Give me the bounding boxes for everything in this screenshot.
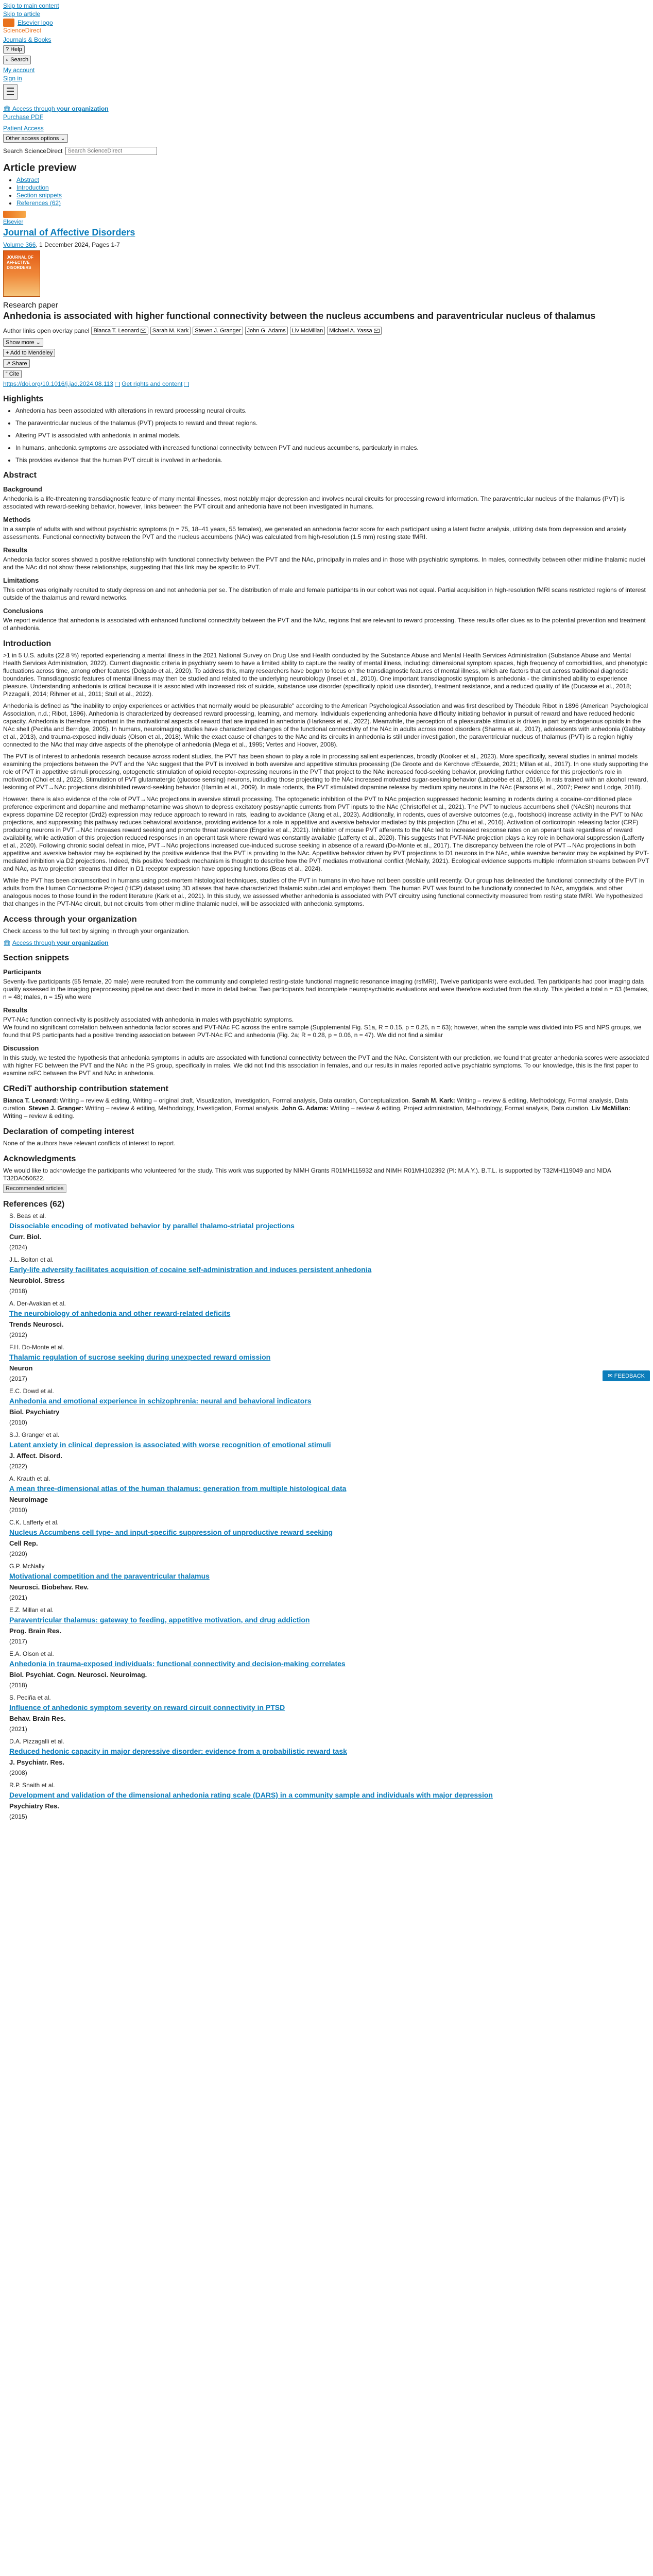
credit-roles: Writing – review & editing, Writing – original draft, Visualization, Investigation, Formal analysis, Data curation, Conceptualization. — [58, 1097, 412, 1104]
feedback-label: FEEDBACK — [614, 1373, 645, 1379]
reference-year: (2015) — [9, 1813, 27, 1820]
reference-item — [3, 1300, 650, 1338]
sign-in-link[interactable]: Sign in — [3, 75, 22, 82]
competing-text: None of the authors have relevant conflicts of interest to report. — [3, 1140, 176, 1147]
reference-item — [3, 1519, 650, 1557]
rights-link[interactable]: Get rights and content — [122, 380, 183, 387]
reference-year: (2018) — [9, 1682, 27, 1689]
snippet-text: PVT-NAc function connectivity is positively associated with anhedonia in males with psychiatric symptoms. We found no significant correlation between anhedonia factor scores and PVT-NAc FC across the entire sample (Supplemental Fig. S1a, R = 0.15, p = 0.25, n = 63); however, when the sample was divided into PS and NPS groups, we found that PS participants had a positive trending association between PVT-NAc FC and anhedonia (Fig. 2a; R = 0.28, p = 0.06, n = 47). We did not find a similar — [3, 1016, 642, 1039]
highlight-item: • Anhedonia has been associated with alterations in reward processing neural circuits. — [15, 407, 650, 414]
mail-icon — [141, 329, 146, 333]
reference-item — [3, 1694, 650, 1733]
competing-heading: Declaration of competing interest — [3, 1127, 134, 1136]
author-list — [3, 327, 650, 335]
access-heading: Access through your organization — [3, 915, 137, 924]
search-label: Search ScienceDirect — [3, 147, 63, 155]
credit-heading: CRediT authorship contribution statement — [3, 1084, 168, 1093]
reference-authors: E.A. Olson et al. — [9, 1650, 54, 1657]
feedback-icon: ✉ — [608, 1373, 614, 1379]
snippet-text: In this study, we tested the hypothesis that anhedonia symptoms in adults are associated with functional connectivity between the PVT and the NAc. Consistent with our prediction, we found that greater anhedonia scores were associated with higher FC between the PVT and the NAc in the PS group, specifically in males. We did not find this association in females, and our results in males reported active psychiatric symptoms. To our knowledge, this is the first paper to examine rsFC between the PVT and NAc in anhedonia. — [3, 1054, 649, 1077]
share-icon: ↗ — [6, 361, 12, 367]
snippet-text: Seventy-five participants (55 female, 20 male) were recruited from the community and completed resting-state functional magnetic resonance imaging (rsfMRI). Twelve participants were excluded. Ten participants had poor imaging data quality assessed in the imaging preprocessing pipeline and described in more in detail below. Two participants had incomplete neuropsychiatric evaluations and were therefore excluded from the study. This yielded a total n = 63 (females, n = 48; males, n = 15) who were — [3, 978, 649, 1001]
journal-cover-title: JOURNAL OF AFFECTIVE DISORDERS — [7, 255, 33, 270]
reference-authors: E.Z. Millan et al. — [9, 1606, 54, 1614]
reference-title-link[interactable]: Development and validation of the dimensional anhedonia rating scale (DARS) in a community sample and individuals with major depression — [9, 1791, 493, 1799]
other-access-label: Other access options — [6, 135, 59, 142]
abstract-heading: Abstract — [3, 471, 37, 480]
reference-title-link[interactable]: Anhedonia in trauma-exposed individuals: functional connectivity and decision-making correlates — [9, 1659, 346, 1668]
reference-authors: S.J. Granger et al. — [9, 1431, 60, 1438]
reference-journal: Behav. Brain Res. — [9, 1715, 66, 1722]
article-outline — [3, 176, 650, 207]
reference-year: (2021) — [9, 1594, 27, 1601]
elsevier-logo-link[interactable] — [3, 19, 650, 27]
outline-item[interactable] — [16, 199, 650, 207]
snippet-title: Discussion — [3, 1044, 39, 1052]
reference-title-link[interactable]: Paraventricular thalamus: gateway to feeding, appetitive motivation, and drug addiction — [9, 1616, 310, 1624]
share-button[interactable] — [3, 359, 30, 368]
access-through-org-link[interactable] — [3, 105, 650, 112]
menu-button[interactable] — [3, 84, 18, 100]
mendeley-label: Add to Mendeley — [10, 350, 53, 356]
reference-title-link[interactable]: Reduced hedonic capacity in major depressive disorder: evidence from a probabilistic reward task — [9, 1747, 347, 1755]
journal-title[interactable] — [3, 227, 650, 238]
feedback-button[interactable] — [603, 1370, 650, 1381]
reference-title-link[interactable]: Latent anxiety in clinical depression is associated with worse recognition of emotional stimuli — [9, 1440, 331, 1449]
my-account-link[interactable]: My account — [3, 66, 35, 74]
access-org-button[interactable] — [3, 939, 650, 946]
header-nav — [3, 36, 650, 101]
reference-authors: S. Peciña et al. — [9, 1694, 51, 1701]
reference-journal: Neurobiol. Stress — [9, 1277, 65, 1284]
reference-item — [3, 1431, 650, 1470]
reference-journal: J. Affect. Disord. — [9, 1452, 62, 1460]
abstract-section-title: Results — [3, 546, 27, 554]
journal-cover-image[interactable] — [3, 250, 40, 297]
quote-icon: “ — [6, 371, 9, 377]
reference-year: (2017) — [9, 1375, 27, 1382]
reference-journal: Biol. Psychiat. Cogn. Neurosci. Neuroimag. — [9, 1671, 147, 1679]
access-prefix: Access through — [12, 105, 55, 112]
reference-year: (2022) — [9, 1463, 27, 1470]
highlights-list — [3, 407, 650, 464]
article-type: Research paper — [3, 301, 58, 310]
snippets-heading: Section snippets — [3, 954, 70, 962]
abstract-paragraph: This cohort was originally recruited to study depression and not anhedonia per se. The distribution of male and female participants in our cohort was not equal. Partial acquisition in high-resolution fMRI scans restricted regions of interest outside of the thalamus and reward networks. — [3, 586, 646, 601]
journals-books-link[interactable]: Journals & Books — [3, 36, 51, 43]
reference-journal: J. Psychiatr. Res. — [9, 1758, 64, 1766]
reference-title-link[interactable]: Thalamic regulation of sucrose seeking during unexpected reward omission — [9, 1353, 271, 1361]
highlights-heading: Highlights — [3, 395, 44, 403]
doi-row — [3, 380, 650, 387]
snippet-title: Participants — [3, 968, 42, 976]
highlight-item: • This provides evidence that the human PVT circuit is involved in anhedonia. — [15, 456, 650, 464]
reference-item — [3, 1606, 650, 1645]
reference-title-link[interactable]: Anhedonia and emotional experience in schizophrenia: neural and behavioral indicators — [9, 1397, 312, 1405]
credit-roles: Writing – review & editing. — [3, 1112, 75, 1120]
share-label: Share — [12, 361, 27, 367]
reference-year: (2012) — [9, 1331, 27, 1338]
author-button[interactable] — [290, 327, 325, 335]
credit-roles: Writing – review & editing, Project administration, Methodology, Formal analysis, Data curation. — [329, 1105, 592, 1112]
show-more-label: Show more — [6, 340, 35, 346]
intro-paragraph: While the PVT has been circumscribed in humans using post-mortem histological techniques, studies of the PVT in humans in vivo have not been possible until recently. Our group has delineated the functional connectivity of the PVT in adults from the Human Connectome Project (HCP) dataset using 3D atlases that have characterized thalamic subnuclei and employed them. The human PVT was found to be functionally connected to NAc, amygdala, and other analogous nodes to those found in the rodent literature (Kark et al., 2021). In this study, we assessed whether anhedonia is associated with PVT circuitry using functional connectivity measured from resting state fMRI. We hypothesized that changes in the PVT-NAc circuit, but not circuits from other midline thalamic nuclei, will be associated with anhedonia symptoms. — [3, 877, 644, 907]
search-bar — [3, 147, 650, 155]
reference-list — [3, 1212, 650, 1820]
volume-info — [3, 241, 650, 248]
reference-authors: A. Der-Avakian et al. — [9, 1300, 66, 1307]
mail-icon — [374, 329, 380, 333]
reference-title-link[interactable]: Dissociable encoding of motivated behavior by parallel thalamo-striatal projections — [9, 1222, 295, 1230]
reference-journal: Cell Rep. — [9, 1539, 38, 1547]
chevron-down-icon: ⌄ — [60, 135, 65, 142]
search-icon: ⌕ — [6, 57, 11, 63]
highlight-item: • The paraventricular nucleus of the thalamus (PVT) projects to reward and threat regions. — [15, 419, 650, 427]
reference-title-link[interactable]: Influence of anhedonic symptom severity on reward circuit connectivity in PTSD — [9, 1703, 285, 1711]
volume-link[interactable]: Volume 366 — [3, 241, 36, 248]
reference-item — [3, 1344, 650, 1382]
reference-title-link[interactable]: The neurobiology of anhedonia and other reward-related deficits — [9, 1309, 231, 1317]
reference-authors: J.L. Bolton et al. — [9, 1256, 54, 1263]
abstract-section-title: Methods — [3, 516, 31, 523]
doi-link[interactable]: https://doi.org/10.1016/j.jad.2024.08.113 — [3, 380, 113, 387]
outline-references-link[interactable]: References (62) — [16, 199, 61, 207]
recommended-articles-button[interactable]: Recommended articles — [3, 1184, 66, 1193]
access-bar — [3, 105, 650, 144]
reference-title-link[interactable]: A mean three-dimensional atlas of the human thalamus: generation from multiple histological data — [9, 1484, 347, 1493]
purchase-pdf-link[interactable]: Purchase PDF — [3, 113, 44, 121]
author-button[interactable] — [91, 327, 148, 335]
intro-paragraph: However, there is also evidence of the role of PVT→NAc projections in aversive stimuli processing. The optogenetic inhibition of the PVT to NAc projection suppressed hedonic learning in rodents during a cocaine-conditioned place preference experiment and dopamine and methamphetamine was shown to depress excitatory postsynaptic currents from PVT inputs to the NAc (Christoffel et al., 2021). The PVT to nucleus accumbens shell (NAcSh) neurons that express dopamine D2 receptor (Drd2) expression may reduce approach to reward in rats, leading to avoidance (Jiang et al., 2023). Additionally, in rodents, cues of aversive outcomes (e.g., footshock) increase activity in the PVT to NAc projections, and suppressing this pathway reduces behavioral avoidance, providing evidence for a role in appetitive and aversive behavior mediated by this projection (Zhu et al., 2016). Activation of corticotropin releasing factor (CRF) producing neurons in PVT→NAc increases reward seeking and promote threat avoidance (Engelke et al., 2021). Inhibition of mouse PVT afferents to the NAc led to increased response rates on an operant task regardless of reward availability, while activation of this projection reduced responses in an operant task where reward was constantly available (Lafferty et al., 2020). This suggests that PVT-NAc projection plays a key role in behavioral suppression (Lafferty et al., 2020). Following chronic social defeat in mice, PVT→NAc projections increased cue-induced sucrose seeking in absence of a reward (Do-Monte et al., 2017). The discrepancy between the role of PVT→NAc projections in both appetitive and aversive behavior may be explained by the positive evidence that the PVT is providing to the NAc. Appetitive behavior driven by PVT projections to D1 neurons in the NAc, while aversive behavior may be explained by PVT-mediated inhibition via D2 projections. Indeed, this positive feedback mechanism is thought to describe how the PVT mediates motivational conflict (McNally, 2021). Ecological evidence supports multiple information streams between PVT and NAc, as two projection streams that differ in D1 receptor expression have opposing functions (Beas et al., 2024). — [3, 795, 649, 872]
reference-year: (2010) — [9, 1419, 27, 1426]
reference-item — [3, 1782, 650, 1820]
reference-year: (2017) — [9, 1638, 27, 1645]
reference-journal: Neurosci. Biobehav. Rev. — [9, 1583, 89, 1591]
author-button[interactable] — [245, 327, 288, 335]
elsevier-journal-logo[interactable] — [3, 211, 26, 218]
author-name: Steven J. Granger — [195, 328, 241, 334]
sciencedirect-wordmark[interactable]: ScienceDirect — [3, 27, 42, 34]
author-name: Bianca T. Leonard — [93, 328, 139, 334]
credit-roles: Writing – review & editing, Methodology, Formal analysis, Data curation. — [3, 1097, 628, 1112]
introduction-heading: Introduction — [3, 639, 51, 648]
elsevier-logo-icon — [3, 19, 14, 27]
reference-year: (2010) — [9, 1506, 27, 1514]
help-button[interactable] — [3, 45, 25, 54]
highlight-item: • Altering PVT is associated with anhedonia in animal models. — [15, 432, 650, 439]
skip-to-article-link[interactable]: Skip to article — [3, 10, 41, 18]
skip-to-main-link[interactable]: Skip to main content — [3, 2, 59, 9]
institution-icon: 🏛 — [3, 105, 12, 112]
access-org: your organization — [56, 105, 109, 112]
access-org: your organization — [56, 939, 109, 946]
credit-roles: Writing – review & editing, Methodology, Investigation, Formal analysis. — [83, 1105, 282, 1112]
outline-snippets-link[interactable]: Section snippets — [16, 192, 62, 199]
access-text: Check access to the full text by signing in through your organization. — [3, 927, 190, 935]
cite-label: Cite — [9, 371, 20, 377]
abstract-section-title: Conclusions — [3, 607, 44, 615]
author-name: Sarah M. Kark — [152, 328, 189, 334]
article-preview-heading: Article preview — [3, 162, 77, 174]
reference-item — [3, 1650, 650, 1689]
reference-journal: Neuron — [9, 1364, 33, 1372]
help-icon: ? — [6, 46, 11, 53]
intro-paragraph: >1 in 5 U.S. adults (22.8 %) reported experiencing a mental illness in the 2021 National Survey on Drug Use and Health conducted by the Substance Abuse and Mental Health Services Administration (Substance Abuse and Mental Health Services Administration, 2022). Current diagnostic criteria in psychiatry seem to have a limited ability to capture the reality of mental illness, including: dimensional symptom spaces, high frequency of comorbidities, and phenotypic fluctuations across time, among other features (Delgado et al., 2020). To address this, many researchers have begun to focus on the transdiagnostic features of mental illness, which are factors that cut across traditional diagnostic boundaries. Transdiagnostic features of mental illness may then be studied and related to the underlying neurobiology (Insel et al., 2010). One important transdiagnostic symptom is anhedonia - the diminished ability to experience pleasure. Understanding anhedonia is critical because it is associated with increased risk of suicide, substance use disorder (specifically opioid use disorder), treatment resistance, and a reduced quality of life (Ducasse et al., 2018; Pizzagalli, 2014; Rihmer et al., 2011; Stull et al., 2022). — [3, 652, 648, 698]
plus-icon: + — [6, 350, 10, 356]
patient-access-link[interactable]: Patient Access — [3, 125, 44, 132]
reference-item — [3, 1475, 650, 1514]
search-input[interactable] — [65, 147, 157, 155]
elsevier-logo-alt[interactable]: Elsevier logo — [18, 19, 53, 26]
journal-title-link[interactable]: Journal of Affective Disorders — [3, 227, 135, 238]
outline-item[interactable] — [16, 176, 650, 183]
reference-journal: Psychiatry Res. — [9, 1802, 59, 1810]
credit-author: John G. Adams: — [281, 1105, 329, 1112]
search-button[interactable] — [3, 56, 31, 64]
credit-author: Sarah M. Kark: — [411, 1097, 455, 1104]
reference-year: (2008) — [9, 1769, 27, 1776]
reference-authors: R.P. Snaith et al. — [9, 1782, 55, 1789]
hamburger-menu-icon — [7, 88, 14, 95]
reference-journal: Trends Neurosci. — [9, 1320, 64, 1328]
elsevier-journal-logo-alt[interactable]: Elsevier — [3, 219, 24, 225]
reference-authors: A. Krauth et al. — [9, 1475, 50, 1482]
abstract-paragraph: Anhedonia factor scores showed a positive relationship with functional connectivity between the PVT and the NAc, principally in males and in those with psychiatric symptoms. In males, connectivity between other midline thalamic nuclei and the NAc did not show these relationships, suggesting that this link may be specific to PVT. — [3, 556, 646, 571]
reference-item — [3, 1256, 650, 1295]
reference-authors: D.A. Pizzagalli et al. — [9, 1738, 64, 1745]
credit-author: Steven J. Granger: — [28, 1105, 84, 1112]
outline-abstract-link[interactable]: Abstract — [16, 176, 40, 183]
reference-journal: Neuroimage — [9, 1496, 48, 1503]
reference-item — [3, 1563, 650, 1601]
help-label: Help — [10, 46, 22, 53]
reference-year: (2018) — [9, 1287, 27, 1295]
reference-journal: Biol. Psychiatry — [9, 1408, 60, 1416]
reference-year: (2020) — [9, 1550, 27, 1557]
access-prefix: Access through — [12, 939, 55, 946]
author-button[interactable] — [327, 327, 381, 335]
reference-authors: G.P. McNally — [9, 1563, 45, 1570]
reference-year: (2024) — [9, 1244, 27, 1251]
outline-item[interactable] — [16, 184, 650, 191]
institution-icon: 🏛 — [3, 939, 12, 946]
reference-item — [3, 1212, 650, 1251]
reference-journal: Prog. Brain Res. — [9, 1627, 62, 1635]
reference-title-link[interactable]: Nucleus Accumbens cell type- and input-specific suppression of unproductive reward seeking — [9, 1528, 333, 1536]
acknowledgments-heading: Acknowledgments — [3, 1155, 76, 1163]
reference-item — [3, 1738, 650, 1776]
references-heading: References (62) — [3, 1200, 65, 1209]
outline-item[interactable] — [16, 192, 650, 199]
author-links-intro: Author links open overlay panel — [3, 327, 90, 334]
snippet-title: Results — [3, 1006, 27, 1014]
reference-item — [3, 1387, 650, 1426]
highlight-item: • In humans, anhedonia symptoms are associated with increased functional connectivity between PVT and nucleus accumbens, particularly in males. — [15, 444, 650, 451]
add-to-mendeley-button[interactable] — [3, 349, 55, 357]
author-name: John G. Adams — [247, 328, 286, 334]
reference-authors: C.K. Lafferty et al. — [9, 1519, 59, 1526]
reference-year: (2021) — [9, 1725, 27, 1733]
reference-authors: S. Beas et al. — [9, 1212, 46, 1219]
show-more-button[interactable] — [3, 338, 43, 347]
reference-title-link[interactable]: Early-life adversity facilitates acquisition of cocaine self-administration and induces persistent anhedonia — [9, 1265, 372, 1274]
reference-authors: E.C. Dowd et al. — [9, 1387, 54, 1395]
author-name: Liv McMillan — [291, 328, 323, 334]
abstract-section-title: Background — [3, 485, 42, 493]
volume-pages: , 1 December 2024, Pages 1-7 — [36, 241, 120, 248]
skip-links — [3, 2, 650, 18]
external-link-icon — [184, 382, 189, 387]
other-access-options-button[interactable] — [3, 134, 68, 143]
search-label: Search — [10, 57, 29, 63]
abstract-section-title: Limitations — [3, 577, 39, 584]
article-title: Anhedonia is associated with higher functional connectivity between the nucleus accumbens and paraventricular nucleus of thalamus — [3, 311, 596, 321]
intro-paragraph: Anhedonia is defined as "the inability to enjoy experiences or activities that normally would be pleasurable" according to the American Psychological Association and was first described by Théodule Ribot in 1896 (American Psychological Association, n.d.; Ribot, 1896). Anhedonia is characterized by decreased reward processing, learning, and memory. Individuals experiencing anhedonia have difficulty initiating behavior in pursuit of reward and have reduced hedonic capacity. Anhedonia is therefore important in the motivational aspects of reward that are impaired in anhedonia (Harkness et al., 2022). Meanwhile, the perception of a pleasurable stimulus is driven in part by endogenous opioids in the NAc shell (Peciña and Berridge, 2005). In humans, neuroimaging studies have characterized changes of the functional connectivity of the NAc in adults across mood disorders (Sharma et al., 2017), adolescents with anhedonia (Gabbay et al., 2013), and trauma-exposed individuals (Olson et al., 2018). While the exact cause of changes to the NAc and its circuits in anhedonia is still under investigation, the paraventricular nucleus of thalamus (PVT) is a region highly connected to the NAc that may drive aspects of the phenotype of anhedonia (Mega et al., 1995; Vertes and Hoover, 2008). — [3, 702, 648, 748]
author-button[interactable] — [150, 327, 191, 335]
credit-author: Bianca T. Leonard: — [3, 1097, 58, 1104]
credit-statement — [3, 1097, 650, 1120]
author-button[interactable] — [193, 327, 243, 335]
chevron-down-icon: ⌄ — [36, 340, 41, 346]
intro-paragraph: The PVT is of interest to anhedonia research because across rodent studies, the PVT has been shown to play a role in processing salient experiences, broadly (Kooiker et al., 2023). More specifically, several studies in animal models examining the projections between the PVT and the NAc suggest that the PVT is involved in both aversive and appetitive stimulus processing (De Groote and de Kerchove d'Exaerde, 2021; Millan et al., 2017). In one study supporting the role of PVT in appetitive stimuli processing, optogenetic stimulation of opioid receptor-expressing neurons in the PVT that project to the NAc increased food-seeking behavior, providing further evidence for this projection's role in motivation (Choi et al., 2022). Stimulation of PVT glutamatergic (glucose sensing) neurons, including those projecting to the NAc increased motivated sugar-seeking behavior (Labouèbe et al., 2016). In rats trained with an alcohol reward, lesioning of PVT→NAc projections disinhibited reward-seeking behavior (Hamlin et al., 2009). In male rodents, the PVT stimulated dopamine release by medium spiny neurons in the NAc (Parsons et al., 2007; Perez and Lodge, 2018). — [3, 753, 648, 791]
credit-author: Liv McMillan: — [591, 1105, 630, 1112]
cite-button[interactable] — [3, 370, 22, 378]
access-org-button-label[interactable] — [12, 939, 109, 946]
reference-authors: F.H. Do-Monte et al. — [9, 1344, 64, 1351]
abstract-paragraph: In a sample of adults with and without psychiatric symptoms (n = 75, 18–41 years, 55 females), we generated an anhedonia factor score for each participant using a latent factor analysis, utilizing data from depression and anxiety assessments. Functional connectivity between the PVT and the nucleus accumbens (NAc) was calculated from high-resolution (1.5 mm) resting state fMRI. — [3, 526, 627, 540]
acknowledgments-text: We would like to acknowledge the participants who volunteered for the study. This work was supported by NIMH Grants R01MH115932 and NIMH R01MH102392 (PI: M.A.Y.). B.T.L. is supported by T32MH119049 and NIDA T32DA050622. — [3, 1167, 611, 1182]
outline-introduction-link[interactable]: Introduction — [16, 184, 49, 191]
reference-title-link[interactable]: Motivational competition and the paraventricular thalamus — [9, 1572, 210, 1580]
reference-journal: Curr. Biol. — [9, 1233, 42, 1241]
abstract-paragraph: Anhedonia is a life-threatening transdiagnostic feature of many mental illnesses, most notably major depression and involves neural circuits for processing reward information. The paraventricular nucleus of the thalamus (PVT) is associated with reward-seeking behavior, however, links between the PVT circuit and anhedonia have not been investigated in humans. — [3, 495, 625, 510]
author-name: Michael A. Yassa — [329, 328, 372, 334]
abstract-paragraph: We report evidence that anhedonia is associated with enhanced functional connectivity between the PVT and the NAc, regions that are relevant to reward processing. These results offer clues as to the potential prevention and treatment of anhedonia. — [3, 617, 646, 632]
external-link-icon — [115, 382, 120, 387]
